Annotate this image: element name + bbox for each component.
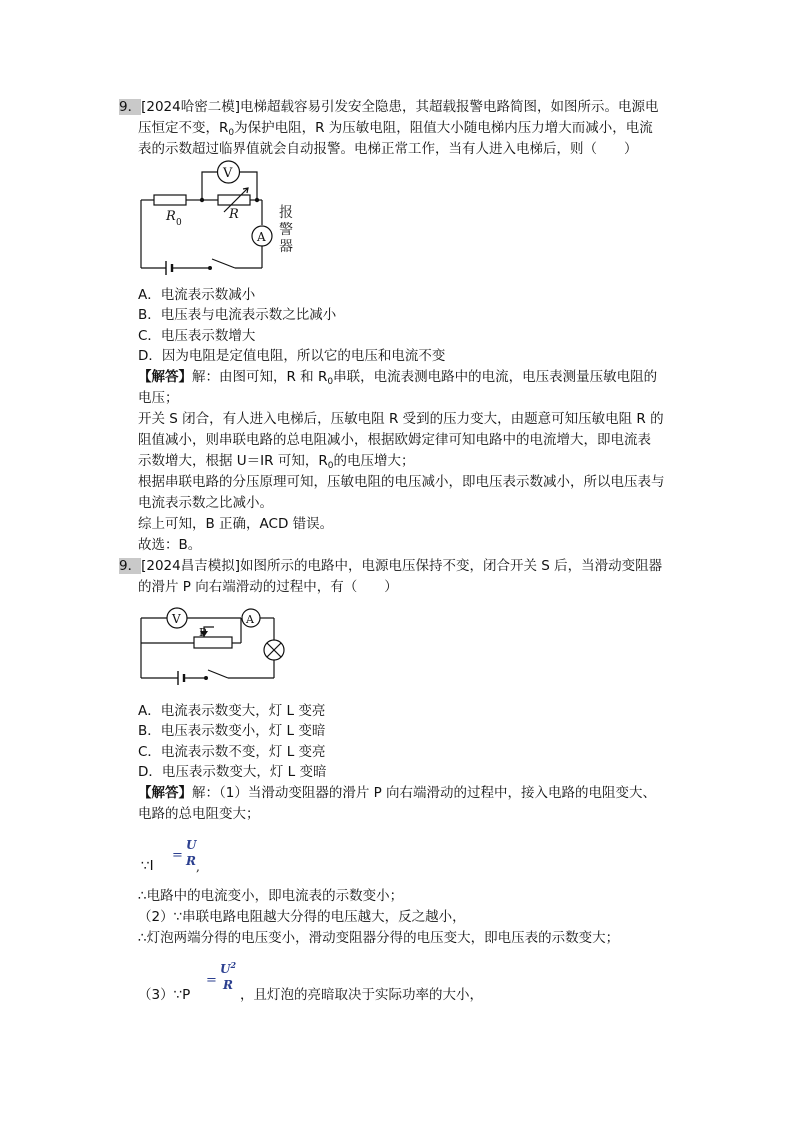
q1-line2: 压恒定不变，$R_0$为保护电阻，R 为压敏电阻，阻值大小随电梯内压力增大而减小，电流 <box>138 120 653 138</box>
answer-line-6: 根据串联电路的分压原理可知，压敏电阻的电压减小，即电压表示数减小，所以电压表与 <box>138 474 665 490</box>
option-d: D．因为电阻是定值电阻，所以它的电压和电流不变 <box>138 348 446 364</box>
answer-line-6: ，且灯泡的亮暗取决于实际功率的大小， <box>240 987 483 1003</box>
answer-line-4: （2）∵串联电路电阻越大分得的电压越大，反之越小， <box>138 909 466 925</box>
option-c: C．电压表示数增大 <box>138 328 256 344</box>
option-a: A．电流表示数变大，灯 L 变亮 <box>138 703 326 719</box>
r-label: R <box>229 207 239 222</box>
question-number: 9． <box>119 99 142 115</box>
slider-label: P <box>199 626 207 639</box>
ammeter-symbol-label: A <box>246 613 254 626</box>
voltmeter-symbol-label: V <box>172 612 181 626</box>
answer-line-1: 【解答】解：（1）当滑动变阻器的滑片 P 向右端滑动的过程中，接入电路的电阻变大、 <box>138 785 657 801</box>
option-d: D．电压表示数变大，灯 L 变暗 <box>138 764 327 780</box>
answer-line-7: 电流表示数之比减小。 <box>138 495 273 511</box>
option-b: B．电压表与电流表示数之比减小 <box>138 307 337 323</box>
q1-line1 <box>119 97 658 117</box>
answer-line-4: 阻值减小，则串联电路的总电阻减小，根据欧姆定律可知电路中的电流增大，即电流表 <box>138 432 651 448</box>
question-number: 9． <box>119 558 142 574</box>
ohms-law-formula: = U R , <box>172 838 200 874</box>
r0-label: R <box>166 209 176 224</box>
question-text: [2024昌吉模拟]如图所示的电路中，电源电压保持不变，闭合开关 S 后，当滑动变阻器 <box>141 558 663 574</box>
answer-line-8: 综上可知，B 正确，ACD 错误。 <box>138 516 334 532</box>
circuit-diagram-2 <box>134 603 294 695</box>
option-c: C．电流表示数不变，灯 L 变亮 <box>138 744 326 760</box>
option-a: A．电流表示数减小 <box>138 287 256 303</box>
answer-line-5: ∴灯泡两端分得的电压变小，滑动变阻器分得的电压变大，即电压表的示数变大； <box>138 930 620 946</box>
voltmeter-symbol-label: V <box>223 166 233 181</box>
answer-line-2: 电路的总电阻变大； <box>138 806 260 822</box>
option-b: B．电压表示数变小，灯 L 变暗 <box>138 723 326 739</box>
because-p: （3）∵P <box>138 987 191 1003</box>
answer-line-2: 电压； <box>138 390 179 406</box>
alarm-label: 报 警 器 <box>279 205 293 255</box>
q2-line2: 的滑片 P 向右端滑动的过程中，有（ ） <box>138 579 398 595</box>
answer-label: 【解答】 <box>138 369 192 385</box>
ammeter-symbol-label: A <box>257 230 266 244</box>
answer-line-3: 开关 S 闭合，有人进入电梯后，压敏电阻 R 受到的压力变大，由题意可知压敏电阻 R 的 <box>138 411 664 427</box>
because-i: ∵I <box>141 858 154 874</box>
q1-line3: 表的示数超过临界值就会自动报警。电梯正常工作，当有人进入电梯后，则（ ） <box>138 141 638 157</box>
answer-line-1: 【解答】解：由图可知，R 和 $R_0$串联，电流表测电路中的电流，电压表测量压敏电阻的 <box>138 369 658 387</box>
answer-line-3: ∴电路中的电流变小，即电流表的示数变小； <box>138 888 404 904</box>
answer-label: 【解答】 <box>138 785 192 801</box>
power-formula: = $U^2$ R <box>206 960 237 992</box>
r0-subscript: 0 <box>176 218 182 228</box>
question-text: [2024哈密二模]电梯超载容易引发安全隐患，其超载报警电路简图，如图所示。电源电 <box>141 99 659 115</box>
answer-line-9: 故选：B。 <box>138 537 202 553</box>
answer-line-5: 示数增大，根据 U＝IR 可知，$R_0$的电压增大； <box>138 453 415 471</box>
q2-line1 <box>119 556 662 576</box>
